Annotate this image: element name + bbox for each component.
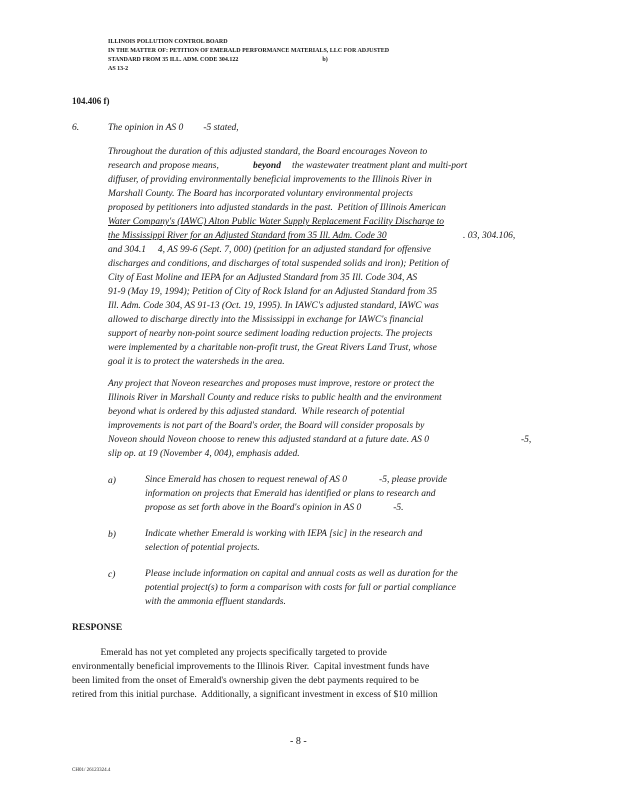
header-standard [108,56,389,65]
quote1-l7b: . 03, 304.106, [463,231,516,241]
item-a-l3b: -5. [393,503,404,513]
item-a-l1a: Since Emerald has chosen to request renewal of AS 0 [145,475,348,485]
item-label-a: a) [108,476,116,486]
quote1-l2a: research and propose means, [108,161,219,171]
quote1-line: 91-9 (May 19, 1994); Petition of City of Rock Island for an Adjusted Standard from 35 [108,287,437,297]
response-body [72,646,532,702]
page-number: - 8 - [290,736,307,747]
quote2-l5: Noveon should Noveon choose to renew this adjusted standard at a future date. AS 0 [108,435,429,445]
item-c-line: potential project(s) to form a comparison with costs for full or partial compliance [145,583,457,593]
quote1-line: diffuser, of providing environmentally beneficial improvements to the Illinois River in [108,175,432,185]
document-header [108,38,389,74]
response-line: environmentally beneficial improvements to the Illinois River. Capital investment funds have [72,662,430,672]
item-label-b: b) [108,530,116,540]
section-title: 104.406 f) [72,96,110,106]
quote1-line-citation: Water Company's (IAWC) Alton Public Water Supply Replacement Facility Discharge to [108,217,445,227]
quote1-line: City of East Moline and IEPA for an Adjusted Standard from 35 Ill. Code 304, AS [108,273,418,283]
quote1-l2c: the wastewater treatment plant and multi-port [292,161,468,171]
quote1-line: discharges and conditions, and discharges of total suspended solids and iron); Petition of [108,259,449,269]
item-c-line: with the ammonia effluent standards. [145,597,286,607]
response-heading: RESPONSE [72,623,123,633]
quote1-line [108,159,508,173]
item-label-c: c) [108,570,116,580]
item-c-line: Please include information on capital and annual costs as well as duration for the [145,569,458,579]
item-b-line: Indicate whether Emerald is working with IEPA [sic] in the research and [145,529,423,539]
item-a-line: information on projects that Emerald has identified or plans to research and [145,489,436,499]
quote2-line: Any project that Noveon researches and proposes must improve, restore or protect the [108,379,435,389]
header-standard-suffix: b) [322,57,328,63]
quote1-line: were implemented by a charitable non-profit trust, the Great Rivers Land Trust, whose [108,343,437,353]
response-line: retired from this initial purchase. Additionally, a significant investment in excess of $10 million [72,690,438,700]
header-matter: IN THE MATTER OF: PETITION OF EMERALD PERFORMANCE MATERIALS, LLC FOR ADJUSTED [108,48,390,54]
item-number-6: 6. [72,123,80,133]
quote1-line: goal it is to protect the watersheds in the area. [108,357,285,367]
item-a-l1b: -5, please provide [379,475,448,485]
item6-lead-a: The opinion in AS 0 [108,123,184,133]
header-standard-text: STANDARD FROM 35 ILL. ADM. CODE 304.122 [108,57,239,63]
quote1-line-citation [108,229,516,243]
quote1-l7a: the Mississippi River for an Adjusted Standard from 35 Ill. Adm. Code 30 [108,231,387,241]
quote2-line: Illinois River in Marshall County and reduce risks to public health and the environment [108,393,442,403]
quote2-line [108,433,532,447]
quote1-line: and 304.1 4, AS 99-6 (Sept. 7, 000) (petition for an adjusted standard for offensive [108,245,431,255]
response-line: been limited from the onset of Emerald's ownership given the debt payments required to be [72,676,419,686]
response-line: Emerald has not yet completed any projects specifically targeted to provide [72,648,387,658]
quote2-l5b: -5, [521,435,532,445]
item-a-l3a: propose as set forth above in the Board's opinion in AS 0 [145,503,362,513]
quote1-line: Marshall County. The Board has incorporated voluntary environmental projects [108,189,413,199]
item-b-line: selection of potential projects. [145,543,260,553]
quote1-line: proposed by petitioners into adjusted standards in the past. Petition of Illinois American [108,203,446,213]
quote1-line: Throughout the duration of this adjusted standard, the Board encourages Noveon to [108,147,428,157]
quote2-line: slip op. at 19 (November 4, 004), emphasis added. [108,449,300,459]
quote1-line: Ill. Adm. Code 304, AS 91-13 (Oct. 19, 1995). In IAWC's adjusted standard, IAWC was [108,301,439,311]
quote1-line: allowed to discharge directly into the Mississippi in exchange for IAWC's financial [108,315,424,325]
quote1-emphasis: beyond [253,161,281,171]
header-board-name: ILLINOIS POLLUTION CONTROL BOARD [108,39,228,45]
item-b [145,527,422,555]
item-a-line [145,501,447,515]
header-case-number: AS 13-2 [108,66,129,72]
quote-paragraph-1 [108,145,516,369]
document-id: CH01/ 26123324.4 [72,768,111,773]
quote2-line: beyond what is ordered by this adjusted standard. While research of potential [108,407,405,417]
item6-lead [108,123,239,133]
item-a [145,473,447,515]
item-c [145,567,458,609]
quote1-line: support of nearby non-point source sediment loading reduction projects. The projects [108,329,433,339]
quote-paragraph-2 [108,377,532,461]
quote2-line: improvements is not part of the Board's order, the Board will consider proposals by [108,421,425,431]
item-a-line [145,473,447,487]
item6-lead-b: -5 stated, [203,123,239,133]
